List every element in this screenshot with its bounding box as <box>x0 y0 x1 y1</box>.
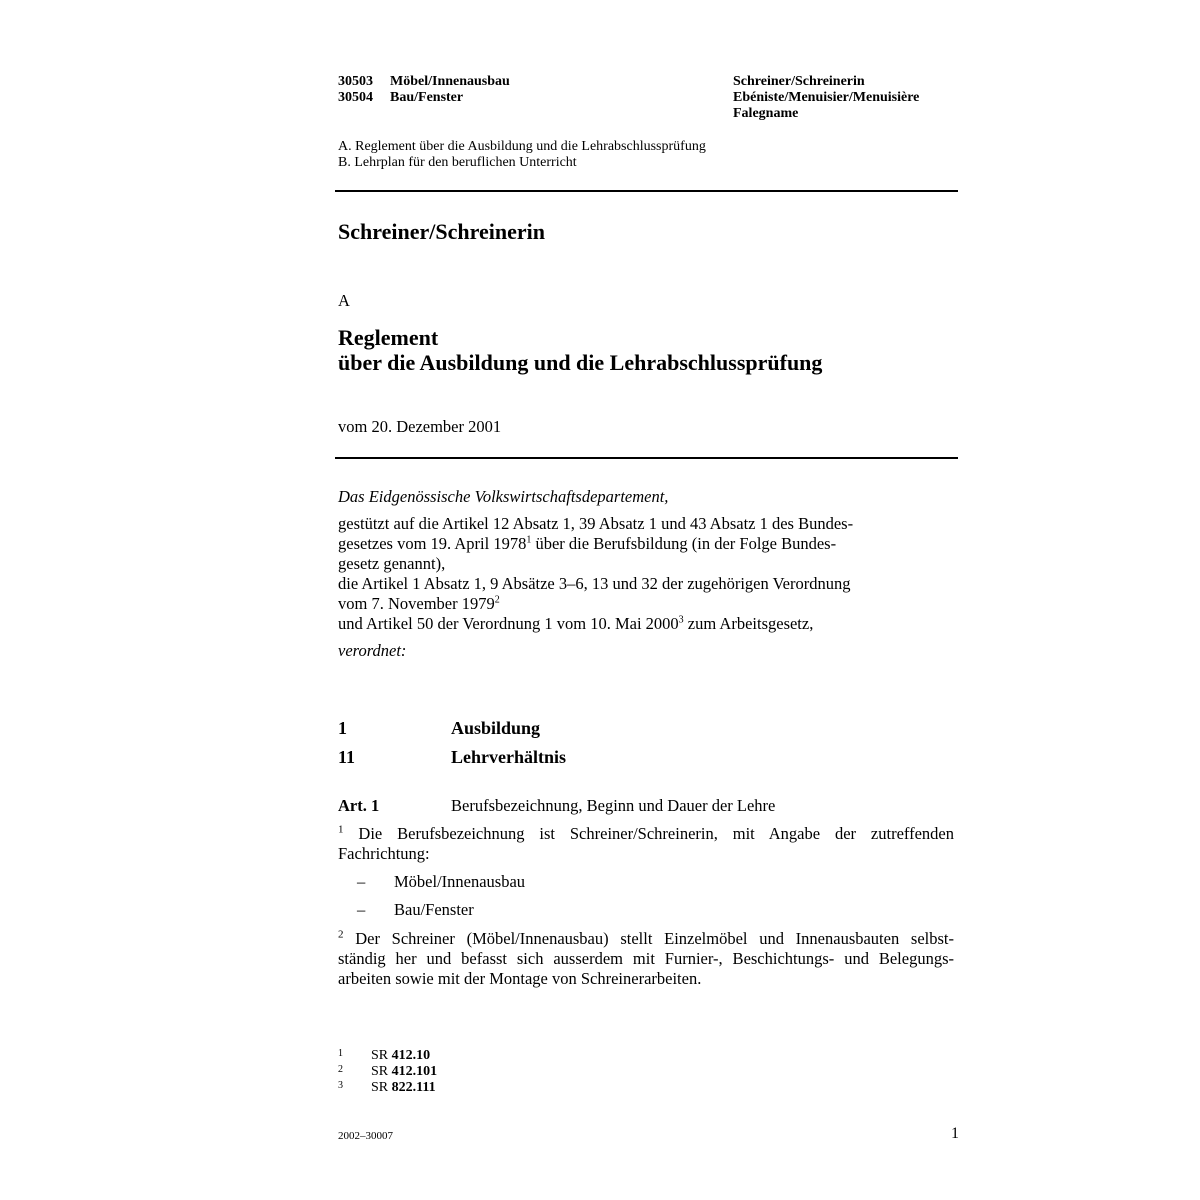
preamble-text: gestützt auf die Artikel 12 Absatz 1, 39 Absatz 1 und 43 Absatz 1 des Bundes- <box>338 514 854 533</box>
article-label: Art. 1 <box>338 796 380 815</box>
paragraph-number: 1 <box>338 823 344 836</box>
header-code-line <box>338 90 510 106</box>
paragraph-line <box>338 824 954 844</box>
header-profession-de: Schreiner/Schreinerin <box>733 74 865 89</box>
page-number: 1 <box>951 1125 959 1142</box>
footnote-ref-number: 822.111 <box>391 1080 436 1095</box>
footnote <box>338 1080 437 1096</box>
preamble-decree: verordnet: <box>338 641 407 660</box>
section-title: Ausbildung <box>451 718 541 738</box>
footnote-ref: 3 <box>678 614 684 626</box>
preamble-line <box>338 554 853 574</box>
reglement-title-line2: über die Ausbildung und die Lehrabschlussprüfung <box>338 350 823 375</box>
footnote-prefix: SR <box>371 1048 389 1063</box>
mid-divider <box>335 457 958 459</box>
preamble-line <box>338 594 853 614</box>
footnote-ref: 1 <box>526 534 532 546</box>
header-code: 30504 <box>338 90 373 105</box>
footnote <box>338 1064 437 1080</box>
footnote-number: 2 <box>338 1064 343 1075</box>
date-line: vom 20. Dezember 2001 <box>338 417 502 436</box>
reglement-title-line1: Reglement <box>338 325 439 350</box>
header-code-label: Bau/Fenster <box>390 90 464 105</box>
preamble-line <box>338 534 853 554</box>
section-number: 1 <box>338 718 347 738</box>
list-item-text: Bau/Fenster <box>394 900 474 919</box>
header-profession-it: Falegname <box>733 106 799 121</box>
preamble-legal-basis <box>338 514 853 634</box>
preamble-text: gesetzes vom 19. April 1978 <box>338 534 527 553</box>
paragraph-number: 2 <box>338 928 344 941</box>
footnote-prefix: SR <box>371 1064 389 1079</box>
preamble-text: gesetz genannt), <box>338 554 446 573</box>
scope-block <box>338 139 706 171</box>
article-paragraph-1 <box>338 824 954 864</box>
preamble-text: die Artikel 1 Absatz 1, 9 Absätze 3–6, 13 und 32 der zugehörigen Verordnung <box>338 574 851 593</box>
footnotes <box>338 1048 437 1096</box>
preamble-text: und Artikel 50 der Verordnung 1 vom 10. Mai 2000 <box>338 614 679 633</box>
list-item-text: Möbel/Innenausbau <box>394 872 526 891</box>
top-divider <box>335 190 958 192</box>
preamble-authority: Das Eidgenössische Volkswirtschaftsdepartement, <box>338 487 669 506</box>
preamble-line <box>338 614 853 634</box>
paragraph-line: Fachrichtung: <box>338 844 430 863</box>
list-item-dash: – <box>357 900 366 919</box>
subsection-number: 11 <box>338 747 356 767</box>
subsection-title: Lehrverhältnis <box>451 747 566 767</box>
paragraph-text: Die Berufsbezeichnung ist Schreiner/Schreinerin, mit Angabe der zutreffenden <box>358 824 954 843</box>
preamble-line <box>338 574 853 594</box>
preamble-text: über die Berufsbildung (in der Folge Bundes- <box>531 534 837 553</box>
section-letter: A <box>338 291 350 310</box>
preamble-text: zum Arbeitsgesetz, <box>683 614 814 633</box>
footnote-ref: 2 <box>494 594 500 606</box>
footnote-number: 1 <box>338 1048 343 1059</box>
footnote <box>338 1048 437 1064</box>
profession-title: Schreiner/Schreinerin <box>338 219 545 244</box>
article-paragraph-2 <box>338 929 954 989</box>
paragraph-line: ständig her und befasst sich ausserdem mit Furnier-, Beschichtungs- und Belegungs- <box>338 949 954 968</box>
header-code: 30503 <box>338 74 373 89</box>
paragraph-line: arbeiten sowie mit der Montage von Schreinerarbeiten. <box>338 969 702 988</box>
footnote-ref-number: 412.10 <box>391 1048 431 1063</box>
footnote-prefix: SR <box>371 1080 389 1095</box>
header-profession-fr: Ebéniste/Menuisier/Menuisière <box>733 90 920 105</box>
document-number: 2002–30007 <box>338 1130 393 1142</box>
scope-line-b: B. Lehrplan für den beruflichen Unterricht <box>338 155 577 170</box>
list-item-dash: – <box>357 872 366 891</box>
header-code-line <box>338 74 510 90</box>
scope-line-a: A. Reglement über die Ausbildung und die Lehrabschlussprüfung <box>338 139 706 154</box>
article-title: Berufsbezeichnung, Beginn und Dauer der Lehre <box>451 796 776 815</box>
preamble-text: vom 7. November 1979 <box>338 594 495 613</box>
header-code-block <box>338 74 510 106</box>
paragraph-line <box>338 929 954 949</box>
header-profession-block <box>733 74 919 122</box>
footnote-ref-number: 412.101 <box>391 1064 438 1079</box>
reglement-title <box>338 325 822 375</box>
preamble-line <box>338 514 853 534</box>
paragraph-text: Der Schreiner (Möbel/Innenausbau) stellt Einzelmöbel und Innenausbauten selbst- <box>355 929 955 948</box>
header-code-label: Möbel/Innenausbau <box>390 74 510 89</box>
footnote-number: 3 <box>338 1080 343 1091</box>
